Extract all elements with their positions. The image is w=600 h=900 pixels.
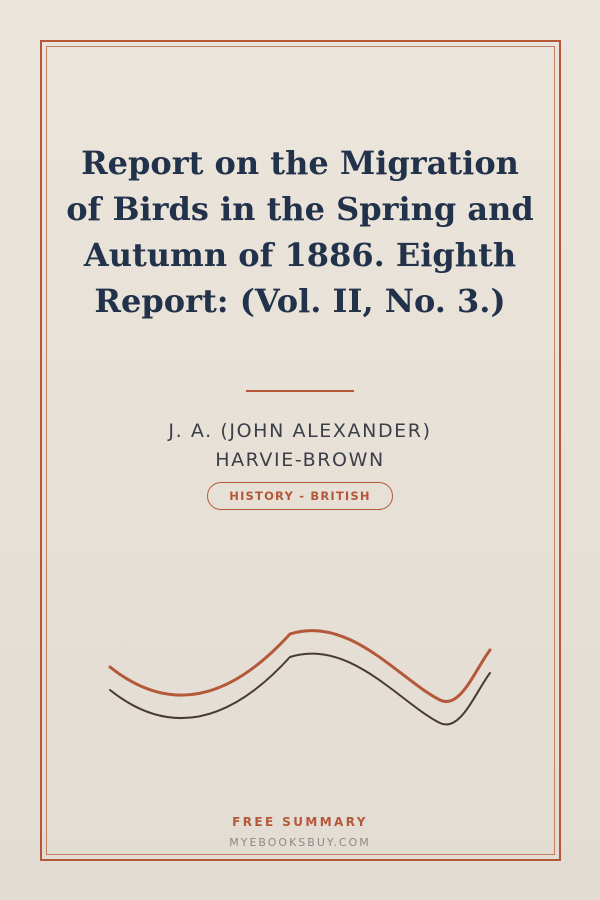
site-url[interactable]: MYEBOOKSBUY.COM <box>229 836 371 849</box>
wave-line-dark <box>110 654 490 725</box>
genre-badge: HISTORY - BRITISH <box>207 482 393 510</box>
free-summary-label: FREE SUMMARY <box>232 815 368 829</box>
book-title: Report on the Migration of Birds in the Spring and Autumn of 1886. Eighth Report: (Vol. II, No. 3.) <box>66 144 534 320</box>
wave-ornament <box>100 620 500 740</box>
author-line-2: HARVIE-BROWN <box>215 449 385 471</box>
wave-line-accent <box>110 631 490 702</box>
author-line-1: J. A. (JOHN ALEXANDER) <box>168 420 432 442</box>
book-author <box>60 417 540 475</box>
title-divider <box>246 390 354 392</box>
